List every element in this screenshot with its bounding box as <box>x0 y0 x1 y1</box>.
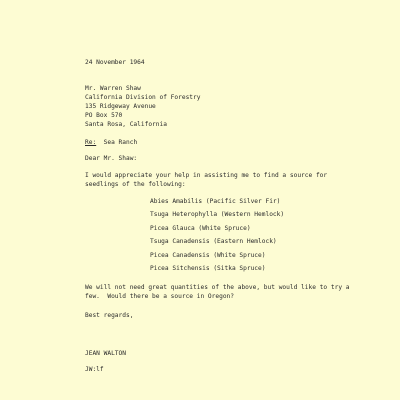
closing: Best regards, <box>85 312 134 319</box>
signature-name: JEAN WALTON <box>85 350 126 357</box>
recipient-address <box>85 84 200 129</box>
letter-date: 24 November 1964 <box>85 59 145 66</box>
species-item: Tsuga Canadensis (Eastern Hemlock) <box>150 238 277 246</box>
species-item: Picea Canadensis (White Spruce) <box>150 251 266 259</box>
typist-initials: JW:lf <box>85 366 104 373</box>
species-item: Picea Sitchensis (Sitka Spruce) <box>150 265 266 273</box>
recipient-name: Mr. Warren Shaw <box>85 85 141 92</box>
recipient-organization: California Division of Forestry <box>85 94 201 101</box>
subject-text: Sea Ranch <box>103 139 138 146</box>
subject-line <box>85 139 137 147</box>
species-item: Abies Amabilis (Pacific Silver Fir) <box>150 198 281 205</box>
salutation: Dear Mr. Shaw: <box>85 155 138 162</box>
species-item: Picea Glauca (White Spruce) <box>150 224 251 232</box>
subject-label: Re: <box>85 139 97 146</box>
species-item: Tsuga Heterophylla (Western Hemlock) <box>150 211 285 219</box>
species-list <box>150 195 284 275</box>
recipient-po-box: PO Box 570 <box>85 112 123 119</box>
recipient-street: 135 Ridgeway Avenue <box>85 103 156 110</box>
body-closing: We will not need great quantities of the above, but would like to try a few. Would there be a source in Oregon? <box>85 284 354 300</box>
recipient-city: Santa Rosa, California <box>85 121 167 128</box>
body-intro: I would appreciate your help in assisting me to find a source for seedlings of the following: <box>85 172 331 188</box>
